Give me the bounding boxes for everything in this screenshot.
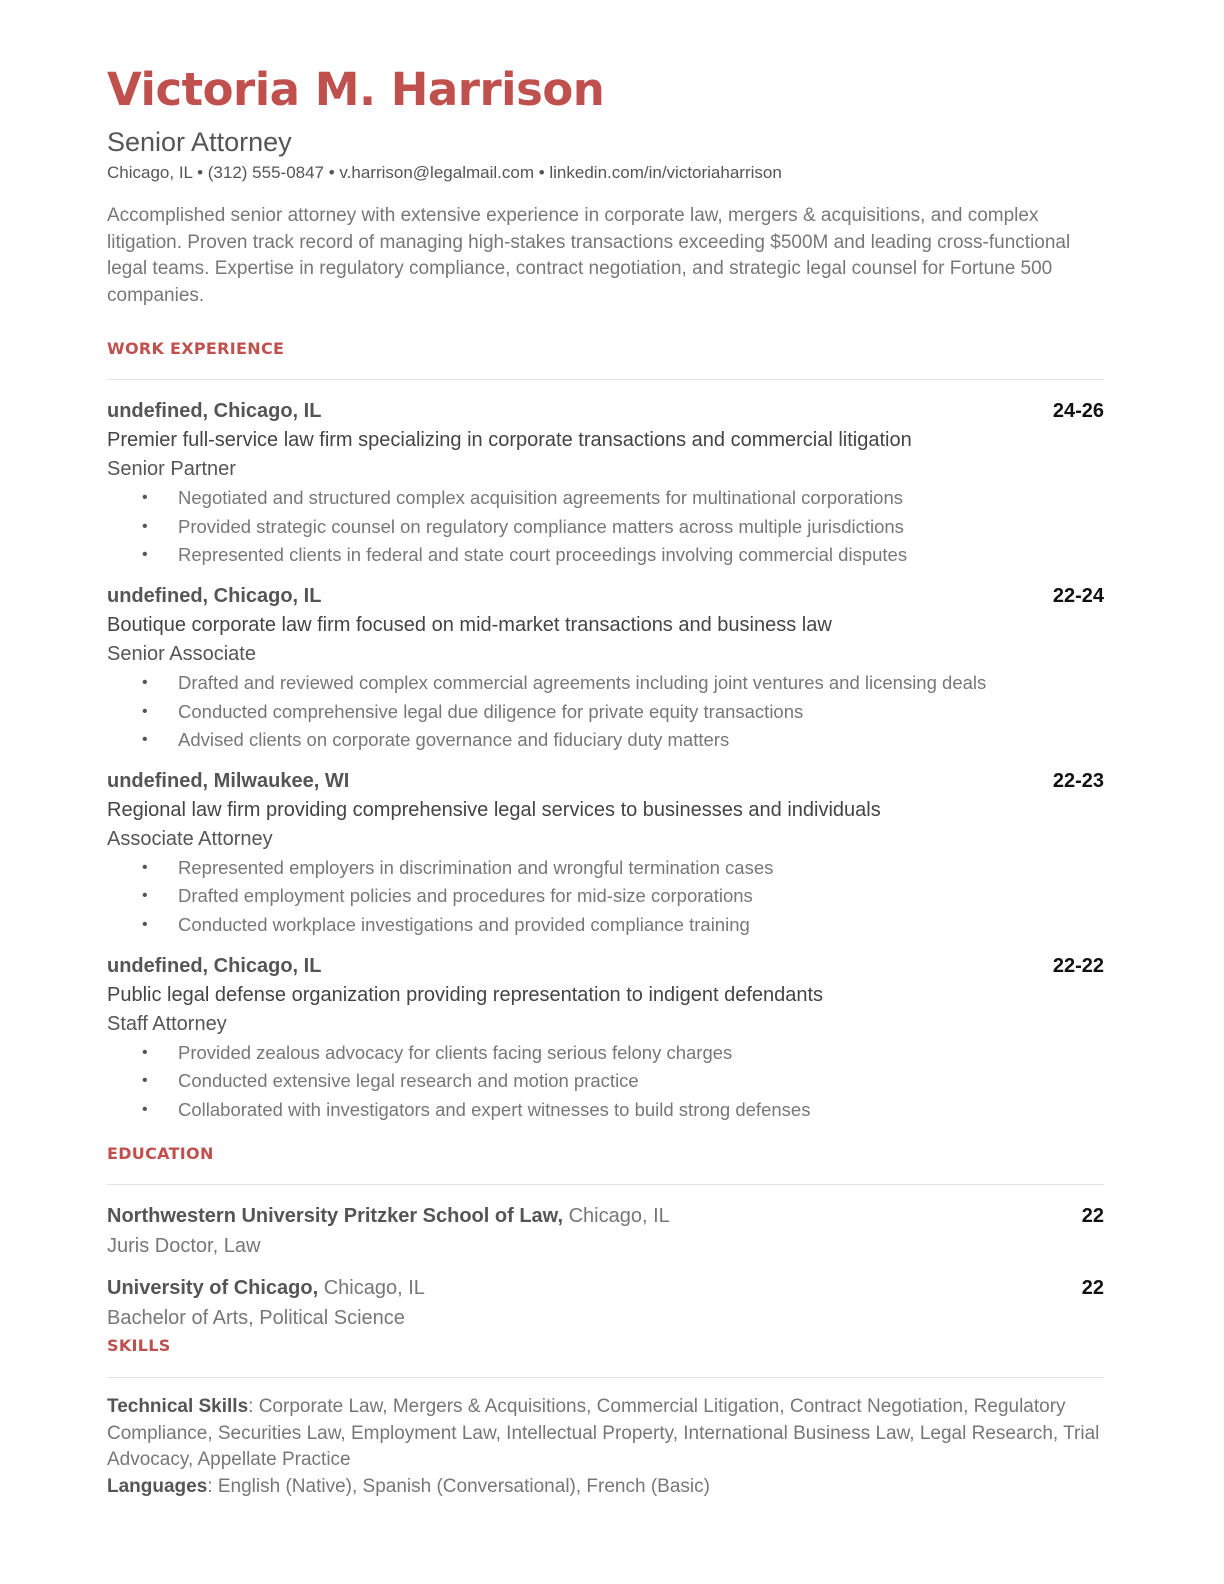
bullet-item — [142, 911, 1104, 939]
languages-list: : English (Native), Spanish (Conversational), French (Basic) — [207, 1476, 710, 1498]
bullet-item — [142, 484, 1104, 512]
bullet-icon: • — [142, 1044, 148, 1062]
school-location: Chicago, IL — [563, 1204, 670, 1227]
bullet-text: Conducted extensive legal research and motion practice — [178, 1070, 639, 1092]
job-description: Regional law firm providing comprehensive legal services to businesses and individuals — [107, 799, 881, 822]
technical-skills-list: : Corporate Law, Mergers & Acquisitions, Commercial Litigation, Contract Negotiation, Regulatory Compliance, Securities Law, Employment Law, Intellectual Property, International Business Law, Legal Research, Trial Advocacy, Appellate Practice — [107, 1395, 1100, 1471]
education-year: 22 — [1081, 1276, 1104, 1299]
job-role: Staff Attorney — [107, 1013, 227, 1036]
bullet-text: Negotiated and structured complex acquisition agreements for multinational corporations — [178, 487, 903, 509]
job-dates: 22-22 — [1052, 955, 1104, 978]
bullet-icon: • — [142, 887, 148, 905]
bullet-item — [142, 669, 1104, 697]
job-description: Boutique corporate law firm focused on mid-market transactions and business law — [107, 614, 832, 637]
education-header — [107, 1273, 1104, 1303]
bullet-icon: • — [142, 915, 148, 933]
job-company: undefined, Chicago, IL — [107, 955, 322, 978]
job-entry — [107, 396, 1104, 569]
bullet-text: Represented clients in federal and state court proceedings involving commercial disputes — [178, 543, 908, 565]
school-line — [107, 1201, 670, 1231]
bullet-icon: • — [142, 730, 148, 748]
section-title-work: WORK EXPERIENCE — [107, 339, 285, 359]
job-entry — [107, 766, 1104, 939]
contact-line: Chicago, IL • (312) 555-0847 • v.harrison@legalmail.com • linkedin.com/in/victoriaharrison — [107, 163, 782, 182]
languages — [107, 1474, 1104, 1501]
job-header — [107, 396, 1104, 426]
job-dates: 22-23 — [1052, 770, 1104, 793]
section-divider — [107, 1184, 1104, 1185]
bullet-item — [142, 541, 1104, 569]
bullet-text: Collaborated with investigators and expert witnesses to build strong defenses — [178, 1098, 811, 1120]
technical-skills — [107, 1394, 1104, 1474]
bullet-item — [142, 1067, 1104, 1095]
candidate-name: Victoria M. Harrison — [107, 63, 605, 116]
job-header — [107, 766, 1104, 796]
bullet-text: Conducted workplace investigations and provided compliance training — [178, 913, 750, 935]
degree: Bachelor of Arts, Political Science — [107, 1306, 405, 1329]
job-dates: 24-26 — [1052, 400, 1104, 423]
job-company: undefined, Milwaukee, WI — [107, 770, 350, 793]
bullet-icon: • — [142, 517, 148, 535]
bullet-text: Drafted and reviewed complex commercial agreements including joint ventures and licensing deals — [178, 672, 987, 694]
job-role: Senior Associate — [107, 643, 256, 666]
school-location: Chicago, IL — [318, 1276, 425, 1299]
bullet-text: Drafted employment policies and procedures for mid-size corporations — [178, 885, 753, 907]
job-role: Associate Attorney — [107, 828, 273, 851]
bullet-icon: • — [142, 489, 148, 507]
bullet-text: Advised clients on corporate governance and fiduciary duty matters — [178, 728, 730, 750]
bullet-item — [142, 513, 1104, 541]
job-header — [107, 581, 1104, 611]
bullet-icon: • — [142, 674, 148, 692]
education-list — [107, 1201, 1104, 1333]
job-role: Senior Partner — [107, 458, 236, 481]
bullet-icon: • — [142, 1100, 148, 1118]
job-entry — [107, 581, 1104, 754]
bullet-item — [142, 882, 1104, 910]
languages-label: Languages — [107, 1476, 208, 1498]
education-year: 22 — [1081, 1204, 1104, 1227]
job-title: Senior Attorney — [107, 127, 292, 157]
technical-skills-label: Technical Skills — [107, 1395, 249, 1417]
bullet-text: Provided strategic counsel on regulatory compliance matters across multiple jurisdictions — [178, 515, 904, 537]
school-name: Northwestern University Pritzker School of Law, — [107, 1204, 564, 1227]
bullet-item — [142, 1039, 1104, 1067]
job-bullets — [107, 484, 1104, 569]
education-entry — [107, 1273, 1104, 1333]
bullet-icon: • — [142, 859, 148, 877]
degree: Juris Doctor, Law — [107, 1234, 261, 1257]
job-header — [107, 951, 1104, 981]
bullet-item — [142, 854, 1104, 882]
bullet-text: Provided zealous advocacy for clients facing serious felony charges — [178, 1042, 733, 1064]
bullet-icon: • — [142, 545, 148, 563]
bullet-item — [142, 698, 1104, 726]
job-dates: 22-24 — [1052, 585, 1104, 608]
job-entry — [107, 951, 1104, 1124]
bullet-icon: • — [142, 1072, 148, 1090]
skills-block — [107, 1394, 1104, 1501]
job-company: undefined, Chicago, IL — [107, 400, 322, 423]
education-entry — [107, 1201, 1104, 1261]
bullet-item — [142, 726, 1104, 754]
job-description: Premier full-service law firm specializing in corporate transactions and commercial litigation — [107, 429, 912, 452]
job-bullets — [107, 854, 1104, 939]
job-company: undefined, Chicago, IL — [107, 585, 322, 608]
section-divider — [107, 379, 1104, 380]
bullet-icon: • — [142, 702, 148, 720]
job-bullets — [107, 1039, 1104, 1124]
resume-page — [107, 60, 1104, 1501]
education-header — [107, 1201, 1104, 1231]
bullet-text: Represented employers in discrimination and wrongful termination cases — [178, 857, 774, 879]
school-name: University of Chicago, — [107, 1276, 319, 1299]
work-experience-list — [107, 396, 1104, 1124]
bullet-text: Conducted comprehensive legal due diligence for private equity transactions — [178, 700, 804, 722]
section-title-skills: SKILLS — [107, 1335, 171, 1355]
job-bullets — [107, 669, 1104, 754]
section-title-education: EDUCATION — [107, 1143, 214, 1163]
bullet-item — [142, 1096, 1104, 1124]
school-line — [107, 1273, 425, 1303]
job-description: Public legal defense organization providing representation to indigent defendants — [107, 984, 824, 1007]
summary-paragraph: Accomplished senior attorney with extensive experience in corporate law, mergers & acquisitions, and complex litigation. Proven track record of managing high-stakes transactions exceeding $500M and leading cross-functional legal teams. Expertise in regulatory compliance, contract negotiation, and strategic legal counsel for Fortune 500 companies. — [107, 205, 1071, 306]
section-divider — [107, 1377, 1104, 1378]
